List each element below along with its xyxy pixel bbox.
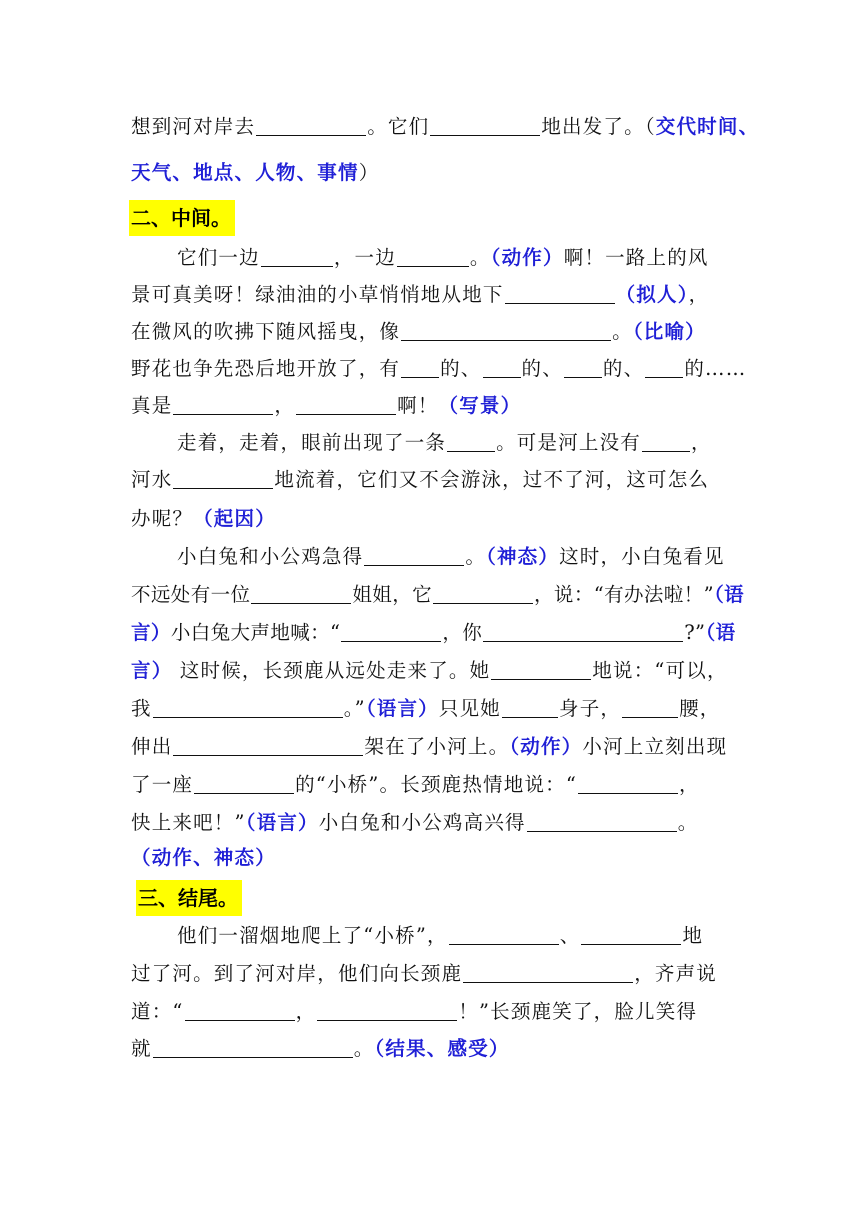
answer-blank[interactable] [251, 583, 351, 604]
answer-blank[interactable] [261, 246, 333, 267]
answer-blank[interactable] [483, 621, 683, 642]
answer-blank[interactable] [173, 468, 273, 489]
answer-blank[interactable] [505, 283, 615, 304]
answer-blank[interactable] [296, 394, 396, 415]
line-21: 过了河。到了河对岸，他们向长颈鹿 ，齐声说 [131, 962, 718, 985]
answer-blank[interactable] [581, 924, 681, 945]
answer-blank[interactable] [173, 394, 273, 415]
hint-note: 言） [131, 621, 171, 644]
line-3: 它们一边 ，一边 。（动作）啊！一路上的风 [177, 246, 709, 269]
answer-blank[interactable] [483, 357, 521, 378]
hint-note: （写景） [438, 394, 522, 417]
line-12: 不远处有一位 姐姐，它 ，说：“有办法啦！”（语 [131, 583, 745, 606]
line-15: 我 。”（语言）只见她 身子， 腰， [131, 697, 721, 720]
section-heading-middle: 二、中间。 [129, 200, 235, 236]
answer-blank[interactable] [153, 697, 343, 718]
line-8: 走着，走着，眼前出现了一条 。可是河上没有 ， [177, 431, 712, 454]
answer-blank[interactable] [430, 115, 540, 136]
answer-blank[interactable] [449, 924, 559, 945]
hint-note: （动作、神态） [131, 846, 276, 869]
hint-note: （起因） [193, 507, 276, 530]
line-19 [131, 840, 771, 876]
hint-note: （神态） [486, 545, 560, 568]
line-11: 小白兔和小公鸡急得 。（神态）这时，小白兔看见 [177, 545, 725, 568]
hint-note: （语 [713, 583, 745, 606]
line-6: 野花也争先恐后地开放了，有 的、 的、 的、 的…… [131, 357, 747, 380]
answer-blank[interactable] [502, 697, 558, 718]
answer-blank[interactable] [397, 246, 469, 267]
line-1: 想到河对岸去 。它们 地出发了。（交代时间、 [131, 115, 760, 138]
hint-note: 天气、地点、人物、事情 [131, 161, 359, 184]
hint-note: （语言） [365, 697, 439, 720]
answer-blank[interactable] [645, 357, 683, 378]
answer-blank[interactable] [185, 1000, 295, 1021]
line-9: 河水 地流着，它们又不会游泳，过不了河，这可怎么 [131, 468, 710, 491]
hint-note: （结果、感受） [374, 1037, 510, 1060]
answer-blank[interactable] [401, 357, 439, 378]
line-18: 快上来吧！”（语言）小白兔和小公鸡高兴得 。 [131, 811, 699, 834]
answer-blank[interactable] [194, 773, 294, 794]
answer-blank[interactable] [317, 1000, 457, 1021]
answer-blank[interactable] [153, 1037, 353, 1058]
answer-blank[interactable] [433, 583, 533, 604]
hint-note: （动作） [490, 246, 564, 269]
hint-note: （语 [705, 621, 736, 644]
answer-blank[interactable] [463, 962, 633, 983]
section-heading-ending: 三、结尾。 [136, 880, 242, 916]
answer-blank[interactable] [173, 735, 363, 756]
answer-blank[interactable] [447, 431, 495, 452]
answer-blank[interactable] [578, 773, 678, 794]
answer-blank[interactable] [256, 115, 366, 136]
hint-note: （语言） [245, 811, 319, 834]
answer-blank[interactable] [527, 811, 677, 832]
line-13: 言）小白兔大声地喊：“ ，你 ?”（语 [131, 621, 736, 644]
answer-blank[interactable] [364, 545, 464, 566]
answer-blank[interactable] [341, 621, 441, 642]
answer-blank[interactable] [622, 697, 678, 718]
line-10: 办呢？（起因） [131, 507, 276, 530]
hint-note: 言） [131, 659, 173, 682]
answer-blank[interactable] [564, 357, 602, 378]
line-20: 他们一溜烟地爬上了“小桥”， 、 地 [177, 924, 704, 947]
line-23: 就 。（结果、感受） [131, 1037, 510, 1060]
line-16: 伸出 架在了小河上。（动作）小河上立刻出现 [131, 735, 728, 758]
line-14: 言） 这时候，长颈鹿从远处走来了。她 地说：“可以， [131, 659, 728, 682]
answer-blank[interactable] [401, 320, 611, 341]
line-4: 景可真美呀！绿油油的小草悄悄地从地下 （拟人）， [131, 283, 710, 306]
line-22: 道：“ ， ！”长颈鹿笑了，脸儿笑得 [131, 1000, 698, 1023]
hint-note: （比喻） [632, 320, 706, 343]
hint-note: 交代时间、 [655, 115, 760, 138]
answer-blank[interactable] [491, 659, 591, 680]
answer-blank[interactable] [642, 431, 690, 452]
line-5: 在微风的吹拂下随风摇曳，像 。（比喻） [131, 320, 706, 343]
hint-note: （动作） [509, 735, 583, 758]
line-17: 了一座 的“小桥”。长颈鹿热情地说：“ ， [131, 773, 700, 796]
line-2: 天气、地点、人物、事情） [131, 161, 380, 184]
line-7: 真是 ， 啊！（写景） [131, 394, 522, 417]
hint-note: （拟人） [615, 283, 689, 306]
